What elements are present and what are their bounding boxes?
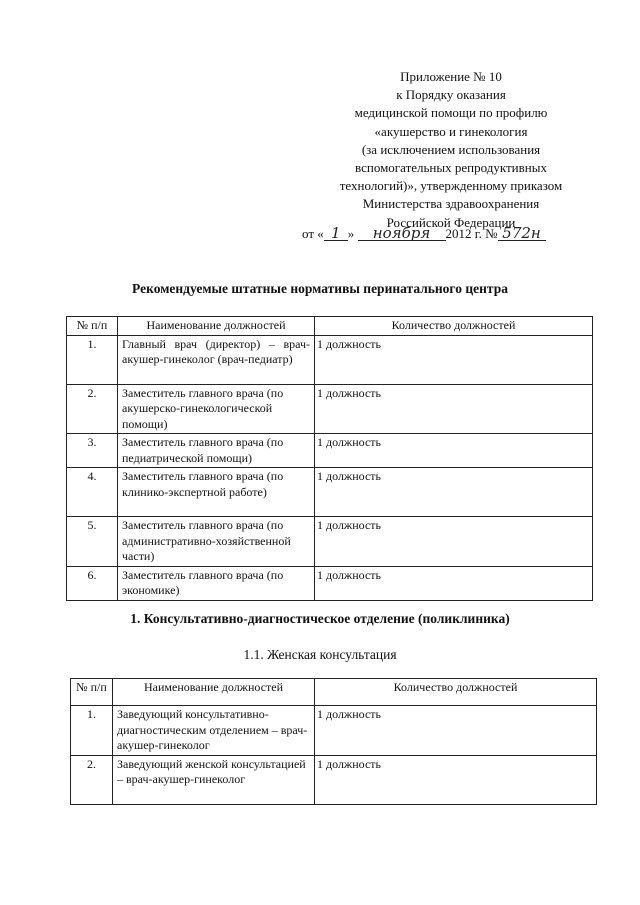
appendix-line: Приложение № 10 bbox=[400, 69, 502, 84]
appendix-line: Российской Федерации bbox=[386, 214, 516, 230]
position-count: 1 должность bbox=[315, 335, 593, 384]
position-name: Заместитель главного врача (по административно-хозяйственной части) bbox=[118, 517, 315, 567]
row-number: 3. bbox=[67, 434, 118, 468]
order-date-line bbox=[302, 225, 592, 243]
row-number: 1. bbox=[67, 335, 118, 384]
column-header: Количество должностей bbox=[315, 679, 597, 706]
staff-table-perinatal-center bbox=[66, 316, 593, 601]
handwritten-order-number: 572н bbox=[498, 226, 546, 241]
table-row bbox=[67, 468, 593, 517]
position-name: Заместитель главного врача (по клинико-экспертной работе) bbox=[118, 468, 315, 517]
subsection-title: 1.1. Женская консультация bbox=[243, 647, 397, 662]
appendix-line: технологий)», утвержденному приказом bbox=[339, 178, 563, 194]
row-number: 5. bbox=[67, 517, 118, 567]
position-name: Заведующий женской консультацией – врач-акушер-гинеколог bbox=[113, 755, 315, 804]
position-name: Заведующий консультативно-диагностическим отделением – врач-акушер-гинеколог bbox=[113, 706, 315, 756]
column-header: № п/п bbox=[71, 679, 113, 706]
table-row bbox=[67, 384, 593, 434]
position-name: Заместитель главного врача (по акушерско-гинекологической помощи) bbox=[118, 384, 315, 434]
column-header: № п/п bbox=[67, 317, 118, 336]
column-header: Количество должностей bbox=[315, 317, 593, 336]
table-row bbox=[71, 706, 597, 756]
column-header: Наименование должностей bbox=[113, 679, 315, 706]
date-prefix: от « bbox=[302, 226, 324, 241]
position-count: 1 должность bbox=[315, 434, 593, 468]
position-count: 1 должность bbox=[315, 755, 597, 804]
section-title: 1. Консультативно-диагностическое отделение (поликлиника) bbox=[130, 611, 510, 626]
table-row bbox=[67, 335, 593, 384]
table-row bbox=[67, 517, 593, 567]
appendix-header bbox=[300, 68, 602, 232]
appendix-line: вспомогательных репродуктивных bbox=[355, 160, 547, 176]
appendix-line: к Порядку оказания bbox=[396, 87, 506, 103]
date-mid: » bbox=[347, 226, 355, 241]
appendix-line: Министерства здравоохранения bbox=[362, 196, 540, 212]
position-name: Заместитель главного врача (по педиатрической помощи) bbox=[118, 434, 315, 468]
position-count: 1 должность bbox=[315, 468, 593, 517]
row-number: 1. bbox=[71, 706, 113, 756]
handwritten-day: 1 bbox=[324, 226, 348, 241]
date-year: 2012 г. № bbox=[445, 226, 498, 241]
table-row bbox=[67, 434, 593, 468]
staff-table-womens-clinic bbox=[70, 678, 597, 805]
table-row bbox=[71, 755, 597, 804]
appendix-line: «акушерство и гинекология bbox=[374, 123, 528, 139]
appendix-line: медицинской помощи по профилю bbox=[354, 105, 548, 121]
position-count: 1 должность bbox=[315, 384, 593, 434]
handwritten-month: ноября bbox=[358, 226, 446, 241]
row-number: 6. bbox=[67, 566, 118, 600]
column-header: Наименование должностей bbox=[118, 317, 315, 336]
row-number: 2. bbox=[71, 755, 113, 804]
position-name: Заместитель главного врача (по экономике) bbox=[118, 566, 315, 600]
position-count: 1 должность bbox=[315, 566, 593, 600]
table-header-row bbox=[71, 679, 597, 706]
table-row bbox=[67, 566, 593, 600]
position-name: Главный врач (директор) – врач-акушер-гинеколог (врач-педиатр) bbox=[118, 335, 315, 384]
main-title: Рекомендуемые штатные нормативы перинатального центра bbox=[132, 281, 508, 296]
appendix-line: (за исключением использования bbox=[361, 141, 541, 157]
table-header-row bbox=[67, 317, 593, 336]
row-number: 2. bbox=[67, 384, 118, 434]
position-count: 1 должность bbox=[315, 706, 597, 756]
position-count: 1 должность bbox=[315, 517, 593, 567]
row-number: 4. bbox=[67, 468, 118, 517]
